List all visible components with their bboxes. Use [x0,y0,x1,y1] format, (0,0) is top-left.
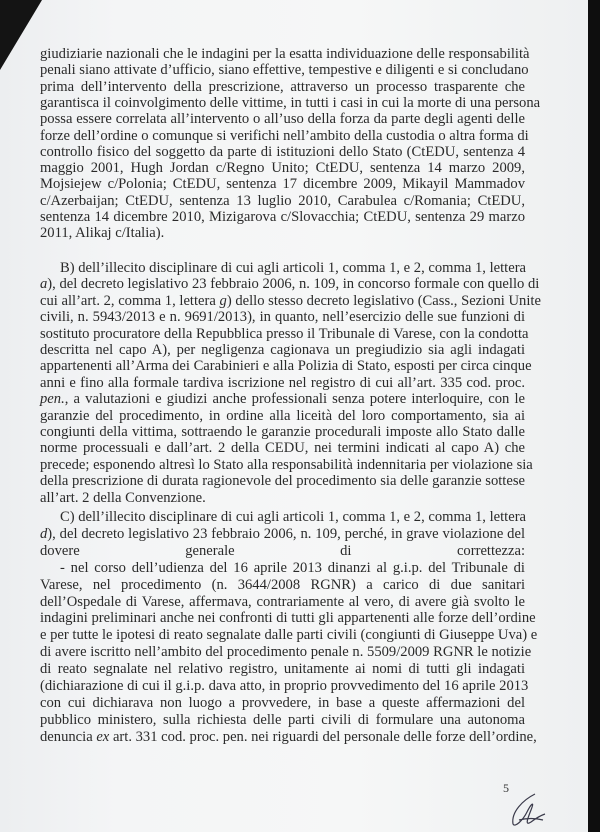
text-run: ), del decreto legislativo 23 febbraio 2006, n. 109, perché, in grave violazione del [47,525,525,542]
text-line [40,62,529,79]
text-run: anni e fino alla formale tardiva iscrizione nel registro di cui all’art. 335 cod. proc. [40,374,525,391]
text-line [40,160,525,177]
text-line [40,111,525,128]
text-run: ), del decreto legislativo 23 febbraio 2006, n. 109, in concorso formale con quello di [47,276,540,293]
text-line [40,456,533,474]
text-line [40,276,540,293]
text-run: civili, n. 5943/2013 e n. 9691/2013), in quanto, nell’esercizio delle sue funzioni di [40,309,525,326]
text-run: 2011, Alikaj c/Italia). [40,225,165,242]
text-run: di reato segnalate nel relativo registro, unitamente ai nomi di tutti gli indagati [40,661,525,678]
text-run: all’art. 2 della Convenzione. [40,489,206,506]
signature-initials [505,790,549,830]
text-line [40,408,525,425]
text-line [40,644,532,661]
text-run: denuncia [40,728,97,745]
text-run: sentenza 14 dicembre 2010, Mizigarova c/Slovacchia; CtEDU, sentenza 29 marzo [40,209,525,225]
text-line [40,526,525,543]
text-line [40,358,532,375]
text-run: forze dell’ordine o comunque si verifichi nell’ambito della custodia o altra forma di [40,127,529,144]
text-run: art. 331 cod. proc. pen. nei riguardi del personale delle forze dell’ordine, [109,728,537,745]
text-run: appartenenti all’Arma dei Carabinieri e alla Polizia di Stato, esposti per circa cinque [40,358,532,375]
text-run: di avere iscritto nell’ambito del procedimento penale n. 5509/2009 RGNR le notizie [40,644,532,661]
italic-text: pen. [40,391,65,408]
text-run: prima dell’intervento della prescrizione, attraverso un processo trasparente che [40,78,525,95]
text-line [40,712,525,729]
text-run: B) dell’illecito disciplinare di cui agli articoli 1, comma 1, e 2, comma 1, lettera [60,260,527,276]
text-line [40,594,525,611]
scan-shadow-corner [0,0,42,70]
text-run: pubblico ministero, sulla richiesta delle parti civili di formulare una autonoma [40,711,525,728]
italic-text: a [40,276,48,293]
text-line [40,193,525,210]
text-run: della prescrizione di durata ragionevole del procedimento sia delle garanzie sottese [40,473,525,490]
text-line [40,577,525,594]
text-run: c/Azerbaijan; CtEDU, sentenza 13 luglio 2010, Carabulea c/Romania; CtEDU, [40,192,525,209]
text-run: precede; esponendo altresì lo Stato alla responsabilità indennitaria per violazione sia [40,456,533,473]
text-run: penali siano attivate d’ufficio, siano effettive, tempestive e diligenti e si concludano [40,62,529,79]
text-run: cui all’art. 2, comma 1, lettera [40,292,220,309]
page-number: 5 [503,781,509,795]
text-run: ) dello stesso decreto legislativo (Cass., Sezioni Unite [226,292,541,309]
text-run: indagini preliminari anche nei confronti di tutti gli appartenenti alle forze dell’ordine [40,610,536,627]
text-line [40,543,525,560]
text-run: dovere generale di correttezza: [40,542,525,559]
text-run: giudiziarie nazionali che le indagini per la esatta individuazione delle responsabilità [40,46,530,62]
italic-text: d [40,525,48,542]
text-line [40,695,525,712]
text-run: norme processuali e dall’art. 2 della CEDU, nei termini indicati al capo A) che [40,440,525,457]
text-run: possa essere correlata all’intervento o all’uso della forza da parte degli agenti delle [40,111,525,128]
text-run: controllo fisico del soggetto da parte di istituzioni dello Stato (CtEDU, sentenza 4 [40,143,525,160]
text-line [40,94,541,112]
text-line [40,424,525,441]
scan-border-edge [588,0,600,832]
text-line [40,342,525,359]
text-line [40,728,537,746]
text-run: - nel corso dell’udienza del 16 aprile 2013 dinanzi al g.i.p. del Tribunale di [60,559,525,576]
text-line [40,610,536,627]
text-run: sostituto procuratore della Repubblica presso il Tribunale di Varese, con la condotta [40,325,529,342]
text-line [40,440,525,457]
text-run: Mojsiejew c/Polonia; CtEDU, sentenza 17 dicembre 2009, Mikayil Mammadov [40,176,525,193]
text-line [40,309,525,326]
text-line [40,144,525,161]
text-line [40,79,525,96]
text-line [60,260,525,277]
text-line [40,292,541,310]
text-run: garantisca il coinvolgimento delle vittime, in tutti i casi in cui la morte di una persona [40,94,541,111]
text-line [40,473,525,490]
italic-text: ex [96,728,110,745]
text-run: descritta nel capo A), per negligenza cagionava un pregiudizio sia agli indagati [40,342,525,358]
text-line [60,509,525,526]
text-line [40,391,525,408]
text-run: Varese, nel procedimento (n. 3644/2008 RGNR) a carico di due sanitari [40,576,525,593]
text-line [40,127,529,145]
text-run: garanzie del procedimento, in ordine alla liceità del loro comportamento, sia ai [40,407,525,424]
text-line [40,678,529,695]
text-line [40,325,529,343]
text-line [40,176,525,193]
text-line [40,225,525,242]
text-line [40,490,525,507]
text-run: C) dell’illecito disciplinare di cui agli articoli 1, comma 1, e 2, comma 1, lettera [60,509,527,525]
text-run: congiunti della vittima, sottraendo le garanzie procedurali imposte allo Stato dalle [40,424,525,440]
text-line [60,560,525,577]
text-run: dell’Ospedale di Varese, affermava, contrariamente al vero, di avere già svolto le [40,593,525,610]
text-line [40,661,525,678]
italic-text: g [219,292,227,309]
text-line [40,209,525,226]
text-run: maggio 2001, Hugh Jordan c/Regno Unito; CtEDU, sentenza 14 marzo 2009, [40,160,525,177]
text-run: , a valutazioni e giudizi anche professionali senza potere interloquire, con le [64,391,525,408]
text-run: (dichiarazione di cui il g.i.p. dava atto, in proprio provvedimento del 16 aprile 2013 [40,678,529,694]
text-line [40,627,538,644]
text-run: con cui dichiarava non luogo a provvedere, in base a queste affermazioni del [40,694,525,711]
text-line [40,375,525,392]
text-run: e per tutte le ipotesi di reato segnalate dalle parti civili (congiunti di Giuseppe Uva) e [40,627,538,644]
text-line [40,46,530,63]
